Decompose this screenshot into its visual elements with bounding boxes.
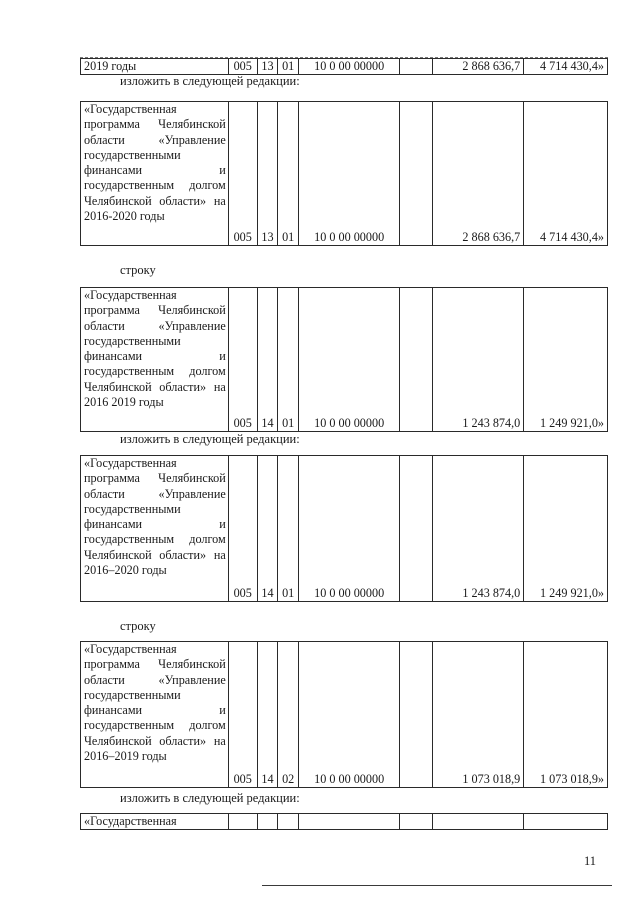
budget-table-fragment-5	[80, 641, 608, 788]
ministry-code-cell: 005	[228, 642, 257, 788]
instruction-row-word: строку	[120, 263, 156, 277]
section-code-cell: 14	[257, 456, 278, 602]
amount-year1-cell: 1 243 874,0	[433, 288, 524, 432]
program-name-cell: «Государственная программа Челябинской области «Управление государственными финансами и государственным долгом Челябинской области» на 2016–2020 годы	[81, 456, 229, 602]
subsection-code-cell	[278, 814, 299, 830]
budget-table-fragment-6	[80, 813, 608, 830]
section-code-cell: 14	[257, 642, 278, 788]
table-row	[81, 288, 608, 432]
target-article-cell: 10 0 00 00000	[299, 456, 400, 602]
program-name-cell: 2019 годы	[81, 59, 229, 75]
target-article-cell: 10 0 00 00000	[299, 102, 400, 246]
budget-table-fragment-2	[80, 101, 608, 246]
instruction-new-edition: изложить в следующей редакции:	[120, 432, 300, 446]
ministry-code-cell: 005	[228, 59, 257, 75]
target-article-cell: 10 0 00 00000	[299, 288, 400, 432]
subsection-code-cell: 02	[278, 642, 299, 788]
section-code-cell	[257, 814, 278, 830]
subsection-code-cell: 01	[278, 102, 299, 246]
expense-type-cell	[400, 814, 433, 830]
amount-year1-cell: 1 073 018,9	[433, 642, 524, 788]
ministry-code-cell	[228, 814, 257, 830]
expense-type-cell	[400, 288, 433, 432]
expense-type-cell	[400, 59, 433, 75]
amount-year1-cell: 1 243 874,0	[433, 456, 524, 602]
amount-year2-cell: 4 714 430,4»	[524, 59, 608, 75]
ministry-code-cell: 005	[228, 288, 257, 432]
target-article-cell	[299, 814, 400, 830]
budget-table-fragment-1	[80, 58, 608, 75]
instruction-row-word: строку	[120, 619, 156, 633]
amount-year2-cell: 1 073 018,9»	[524, 642, 608, 788]
page-number: 11	[584, 854, 597, 868]
amount-year2-cell: 1 249 921,0»	[524, 288, 608, 432]
instruction-new-edition: изложить в следующей редакции:	[120, 74, 300, 88]
section-code-cell: 13	[257, 59, 278, 75]
instruction-new-edition: изложить в следующей редакции:	[120, 791, 300, 805]
amount-year2-cell	[524, 814, 608, 830]
amount-year2-cell: 4 714 430,4»	[524, 102, 608, 246]
table-row	[81, 642, 608, 788]
ministry-code-cell: 005	[228, 456, 257, 602]
program-name-cell: «Государственная программа Челябинской области «Управление государственными финансами и государственным долгом Челябинской области» на 2016–2019 годы	[81, 642, 229, 788]
amount-year1-cell: 2 868 636,7	[433, 102, 524, 246]
ministry-code-cell: 005	[228, 102, 257, 246]
amount-year2-cell: 1 249 921,0»	[524, 456, 608, 602]
table-row	[81, 456, 608, 602]
section-code-cell: 14	[257, 288, 278, 432]
expense-type-cell	[400, 456, 433, 602]
target-article-cell: 10 0 00 00000	[299, 642, 400, 788]
target-article-cell: 10 0 00 00000	[299, 59, 400, 75]
section-code-cell: 13	[257, 102, 278, 246]
budget-table-fragment-4	[80, 455, 608, 602]
amount-year1-cell: 2 868 636,7	[433, 59, 524, 75]
table-row	[81, 814, 608, 830]
expense-type-cell	[400, 102, 433, 246]
footer-divider	[262, 885, 612, 886]
amount-year1-cell	[433, 814, 524, 830]
table-row	[81, 102, 608, 246]
subsection-code-cell: 01	[278, 59, 299, 75]
budget-table-fragment-3	[80, 287, 608, 432]
table-row	[81, 59, 608, 75]
expense-type-cell	[400, 642, 433, 788]
subsection-code-cell: 01	[278, 456, 299, 602]
program-name-cell: «Государственная	[81, 814, 229, 830]
program-name-cell: «Государственная программа Челябинской области «Управление государственными финансами и государственным долгом Челябинской области» на 2016 2019 годы	[81, 288, 229, 432]
subsection-code-cell: 01	[278, 288, 299, 432]
program-name-cell: «Государственная программа Челябинской области «Управление государственными финансами и государственным долгом Челябинской области» на 2016-2020 годы	[81, 102, 229, 246]
